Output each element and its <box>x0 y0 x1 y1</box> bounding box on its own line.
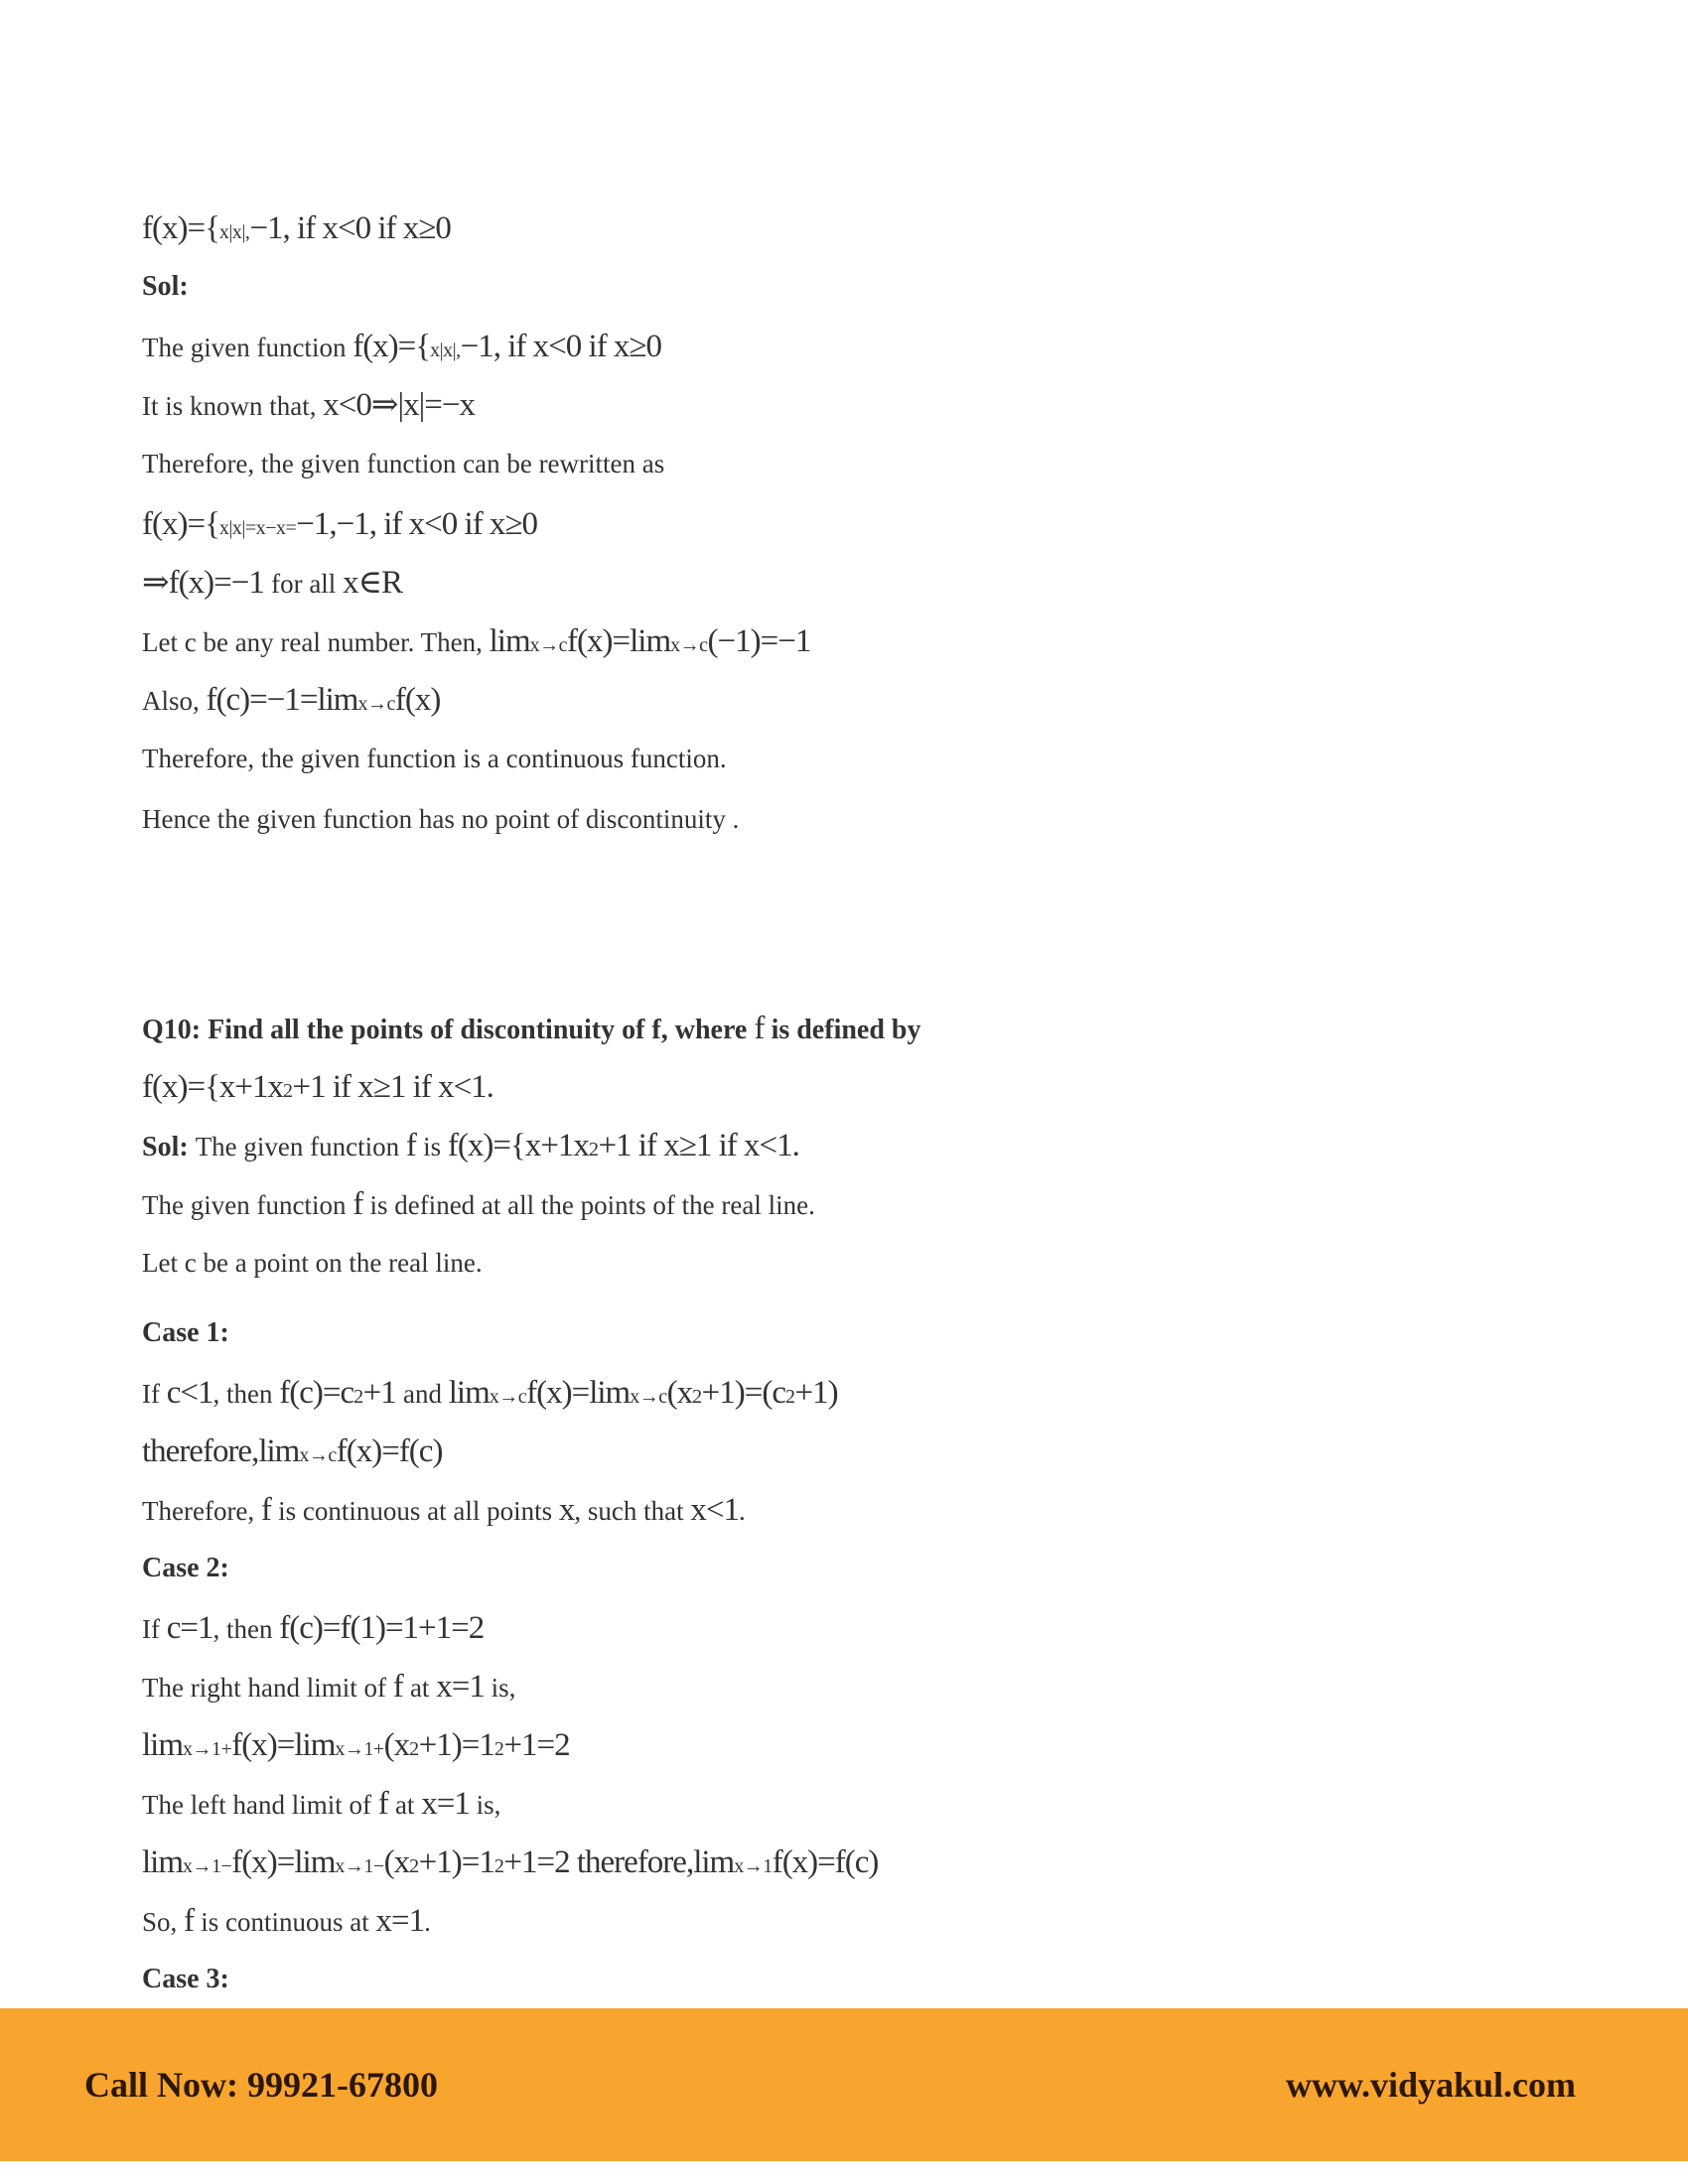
text-segment: Also, <box>142 686 207 716</box>
text-segment: x=1 <box>436 1669 485 1705</box>
text-line <box>142 737 1688 785</box>
text-segment: f(x)={x+1x <box>447 1128 589 1163</box>
text-line <box>142 1007 1688 1056</box>
text-segment: Therefore, <box>142 1496 261 1526</box>
text-segment: x→1 <box>734 1855 773 1877</box>
text-segment: Case 3: <box>142 1964 229 1994</box>
text-segment: lim <box>142 1844 184 1880</box>
website-link[interactable]: www.vidyakul.com <box>1285 2065 1576 2105</box>
text-segment: c<1 <box>166 1375 213 1411</box>
text-segment: f <box>377 1786 395 1822</box>
text-segment: f(x)=lim <box>567 623 671 659</box>
text-segment: ⇒f(x)=−1 <box>142 565 272 601</box>
text-segment: Sol: <box>142 271 189 302</box>
text-line <box>142 1241 1688 1290</box>
text-segment: , then <box>212 1379 280 1409</box>
text-segment: f <box>754 1011 772 1046</box>
text-segment: lim <box>489 623 530 659</box>
text-segment: for all <box>271 569 344 599</box>
text-line <box>142 1124 1688 1173</box>
text-segment: +1=2 <box>503 1727 570 1763</box>
text-segment: x=1 <box>421 1786 470 1822</box>
text-line <box>142 1488 1688 1538</box>
text-segment: x→c <box>299 1444 337 1466</box>
text-segment: lim <box>448 1375 490 1411</box>
text-segment: x=1 <box>375 1903 425 1939</box>
text-segment: x→1− <box>183 1855 232 1877</box>
text-segment: So, <box>142 1907 185 1937</box>
text-segment: The left hand limit of <box>142 1790 378 1820</box>
text-segment: 2 <box>784 1386 795 1408</box>
text-segment: f(x)=lim <box>231 1844 336 1880</box>
text-segment: The given function <box>142 333 353 362</box>
text-segment: f(x)={ <box>352 329 431 364</box>
text-line <box>142 206 1688 256</box>
text-segment: x∈R <box>343 565 403 601</box>
text-segment: x→1− <box>335 1855 384 1877</box>
text-segment: at <box>394 1790 422 1820</box>
text-line <box>142 1782 1688 1832</box>
text-segment: f(x)={ <box>142 506 219 542</box>
text-line <box>142 1430 1688 1479</box>
text-segment: 2 <box>409 1738 419 1760</box>
text-segment: Therefore, the given function can be rewritten as <box>142 449 665 478</box>
text-segment: (−1)=−1 <box>707 623 811 659</box>
text-segment: , such that <box>574 1496 691 1526</box>
text-segment: 2 <box>409 1855 419 1877</box>
text-segment: Case 2: <box>142 1553 229 1583</box>
text-segment: is defined by <box>771 1015 921 1045</box>
footer-bar <box>0 2008 1688 2161</box>
text-segment: 2 <box>283 1080 293 1102</box>
text-segment: f(x)={x+1x <box>142 1069 284 1105</box>
text-segment: 2 <box>493 1855 504 1877</box>
text-segment: c=1 <box>166 1610 213 1646</box>
text-segment: x<1 <box>690 1492 740 1528</box>
text-segment: Let c be any real number. Then, <box>142 627 490 657</box>
text-line <box>142 502 1688 552</box>
text-segment: If <box>142 1379 167 1409</box>
text-segment: therefore,lim <box>142 1433 300 1469</box>
text-segment: Hence the given function has no point of discontinuity . <box>142 804 740 834</box>
text-segment: x<0⇒|x|=−x <box>323 387 475 423</box>
text-segment: Therefore, the given function is a continuous function. <box>142 744 727 773</box>
text-segment: Case 1: <box>142 1317 229 1348</box>
text-line <box>142 1371 1688 1421</box>
text-segment: . <box>424 1907 431 1937</box>
text-segment: f <box>392 1669 410 1705</box>
text-segment: f(x)={ <box>142 210 219 246</box>
text-segment: . <box>739 1496 746 1526</box>
text-segment: The right hand limit of <box>142 1673 393 1703</box>
text-segment: is continuous at <box>201 1907 376 1937</box>
text-segment: f(c)=f(1)=1+1=2 <box>279 1610 485 1646</box>
text-line <box>142 442 1688 490</box>
text-line <box>142 1182 1688 1232</box>
text-segment: The given function <box>142 1190 353 1220</box>
text-segment: x→1+ <box>335 1738 384 1760</box>
text-segment: x→c <box>489 1386 527 1408</box>
text-line <box>142 1723 1688 1773</box>
text-line <box>142 383 1688 433</box>
text-segment: +1)=1 <box>418 1844 494 1880</box>
text-segment: f(x)=f(c) <box>772 1844 879 1880</box>
text-segment: +1 <box>362 1375 403 1411</box>
text-segment: lim <box>142 1727 184 1763</box>
text-segment: f(x)=lim <box>526 1375 631 1411</box>
text-segment: is, <box>484 1673 516 1703</box>
text-segment: +1)=(c <box>701 1375 785 1411</box>
text-line <box>142 1841 1688 1890</box>
text-line <box>142 797 1688 846</box>
text-segment: x→c <box>529 634 568 656</box>
text-line <box>142 678 1688 728</box>
text-segment: If <box>142 1614 167 1644</box>
text-segment: +1)=1 <box>418 1727 494 1763</box>
text-segment: f(c)=−1=lim <box>206 682 358 718</box>
text-segment: 2 <box>692 1386 702 1408</box>
text-segment: and <box>403 1379 449 1409</box>
text-segment: Sol: <box>142 1132 196 1162</box>
text-segment: f(x) <box>394 682 441 718</box>
text-segment: +1 if x≥1 if x<1. <box>292 1069 493 1105</box>
text-segment: , then <box>212 1614 280 1644</box>
text-segment: is, <box>469 1790 501 1820</box>
text-segment: x|x|=x−x= <box>218 517 297 539</box>
text-segment: f <box>352 1186 370 1222</box>
text-segment: (x <box>666 1375 693 1411</box>
text-line <box>142 1547 1688 1594</box>
text-segment: at <box>409 1673 437 1703</box>
text-line <box>142 1065 1688 1115</box>
text-segment: x <box>558 1492 575 1528</box>
text-segment: f <box>260 1492 279 1528</box>
text-segment: Q10: Find all the points of discontinuity of f, where <box>142 1015 755 1045</box>
text-line <box>142 265 1688 313</box>
text-segment: f(c)=c <box>279 1375 354 1411</box>
text-segment: It is known that, <box>142 391 324 421</box>
text-segment: f(x)=lim <box>231 1727 336 1763</box>
text-segment: f(x)=f(c) <box>336 1433 443 1469</box>
text-line <box>142 325 1688 374</box>
text-segment: The given function <box>195 1132 406 1161</box>
text-segment: is defined at all the points of the real line. <box>369 1190 815 1220</box>
text-segment: +1) <box>794 1375 838 1411</box>
text-segment: x|x|, <box>430 340 461 361</box>
text-segment: 2 <box>493 1738 504 1760</box>
text-segment: 2 <box>588 1139 599 1160</box>
text-segment: +1=2 therefore,lim <box>503 1844 735 1880</box>
text-line <box>142 1665 1688 1714</box>
text-segment: is <box>423 1132 448 1161</box>
text-segment: −1,−1, if x<0 if x≥0 <box>296 506 538 542</box>
text-line <box>142 1899 1688 1949</box>
call-now-text: Call Now: 99921-67800 <box>84 2065 438 2105</box>
text-line <box>142 1311 1688 1359</box>
text-line <box>142 1958 1688 2005</box>
text-line <box>142 561 1688 611</box>
text-segment: (x <box>383 1844 410 1880</box>
text-segment: 2 <box>353 1386 363 1408</box>
text-segment: x|x|, <box>218 221 250 243</box>
text-segment: x→1+ <box>183 1738 232 1760</box>
text-segment: x→c <box>630 1386 667 1408</box>
text-segment: x→c <box>357 693 395 715</box>
text-line <box>142 619 1688 669</box>
text-segment: −1, if x<0 if x≥0 <box>460 329 662 364</box>
text-segment: f <box>184 1903 202 1939</box>
text-segment: (x <box>383 1727 410 1763</box>
text-line <box>142 1606 1688 1656</box>
text-segment: f <box>405 1128 424 1163</box>
text-segment: is continuous at all points <box>278 1496 559 1526</box>
text-segment: +1 if x≥1 if x<1. <box>598 1128 799 1163</box>
text-segment: Let c be a point on the real line. <box>142 1248 483 1278</box>
text-segment: −1, if x<0 if x≥0 <box>249 210 451 246</box>
text-segment: x→c <box>670 634 708 656</box>
